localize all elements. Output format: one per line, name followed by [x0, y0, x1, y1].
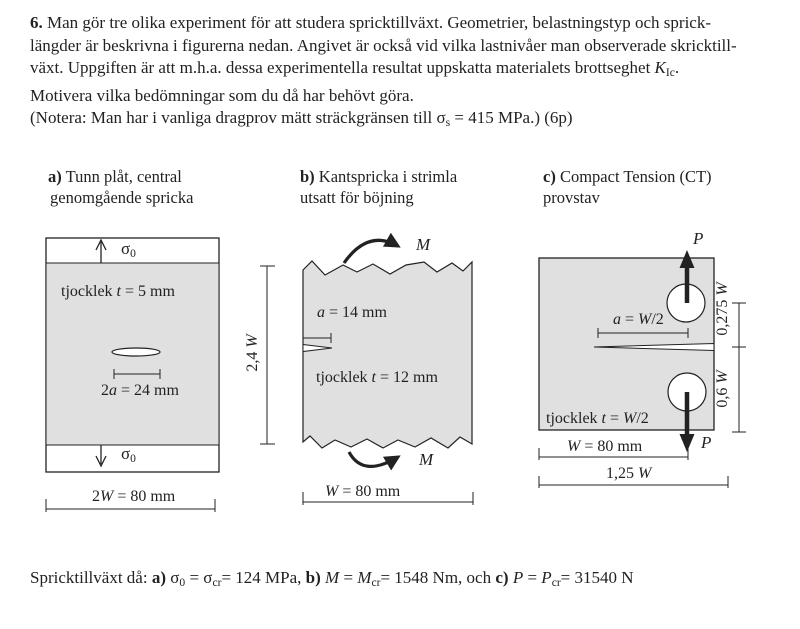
strip-height-label: 2,4 W: [243, 334, 261, 372]
plate-width-label: 2W = 80 mm: [92, 488, 176, 505]
figure-b-caption-line-2: utsatt för böjning: [300, 188, 414, 207]
figure-b-caption: [300, 166, 457, 208]
ct-width-label: W = 80 mm: [567, 438, 643, 455]
strip-body: [303, 261, 472, 448]
crack-length-label: 2a = 24 mm: [101, 382, 179, 399]
moment-bottom-label: M: [419, 450, 434, 469]
ct-right-dimension-line: [732, 303, 746, 432]
ct-overall-width-label: 1,25 W: [606, 465, 652, 482]
figure-b-caption-line-1: b) Kantspricka i strimla: [300, 167, 458, 186]
sigma-top-label: σ0: [121, 239, 136, 261]
edge-crack-length-label: a = 14 mm: [317, 304, 387, 321]
figure-c-caption-line-1: c) Compact Tension (CT): [543, 167, 712, 186]
moment-arrow-top-icon: [344, 240, 398, 263]
moment-arrow-bottom-icon: [349, 452, 398, 466]
central-crack-icon: [112, 348, 160, 356]
moment-top-label: M: [416, 235, 431, 254]
load-top-label: P: [693, 229, 704, 248]
plate-thickness-label: tjocklek t = 5 mm: [61, 283, 175, 300]
load-bottom-label: P: [701, 433, 712, 452]
figure-a-caption-line-2: genomgående spricka: [50, 188, 194, 207]
ct-thickness-label: tjocklek t = W/2: [546, 410, 649, 427]
strip-width-label: W = 80 mm: [325, 483, 401, 500]
ct-depth-label: 0,6 W: [713, 370, 731, 408]
ct-crack-length-label: a = W/2: [613, 311, 664, 328]
figure-a-caption: [48, 166, 193, 208]
problem-line-4: Motivera vilka bedömningar som du då har behövt göra.: [30, 85, 414, 105]
figure-c-caption: [543, 166, 712, 208]
strip-height-dimension-line: [260, 266, 275, 444]
crack-growth-result-line: Spricktillväxt då: a) σ0 = σcr= 124 MPa, b) M = Mcr= 1548 Nm, och c) P = Pcr= 31540 N: [30, 568, 634, 590]
figure-c-caption-line-2: provstav: [543, 188, 600, 207]
problem-line-1: 6. Man gör tre olika experiment för att studera spricktillväxt. Geometrier, belastningstyp och sprick-: [30, 13, 712, 32]
strip-thickness-label: tjocklek t = 12 mm: [316, 369, 438, 386]
ct-hole-offset-label: 0,275 W: [713, 282, 731, 336]
problem-line-3: växt. Uppgiften är att m.h.a. dessa experimentella resultat uppskatta materialets brottseghet KIc.: [30, 58, 680, 80]
figure-a-plate: [46, 238, 219, 512]
problem-line-5: (Notera: Man har i vanliga dragprov mätt sträckgränsen till σs = 415 MPa.) (6p): [30, 108, 573, 130]
figure-a-caption-line-1: a) Tunn plåt, central: [48, 167, 182, 186]
sigma-bottom-label: σ0: [121, 444, 136, 466]
problem-line-2: längder är beskrivna i figurerna nedan. Angivet är också vid vilka lastnivåer man observerade skricktill-: [30, 35, 737, 55]
